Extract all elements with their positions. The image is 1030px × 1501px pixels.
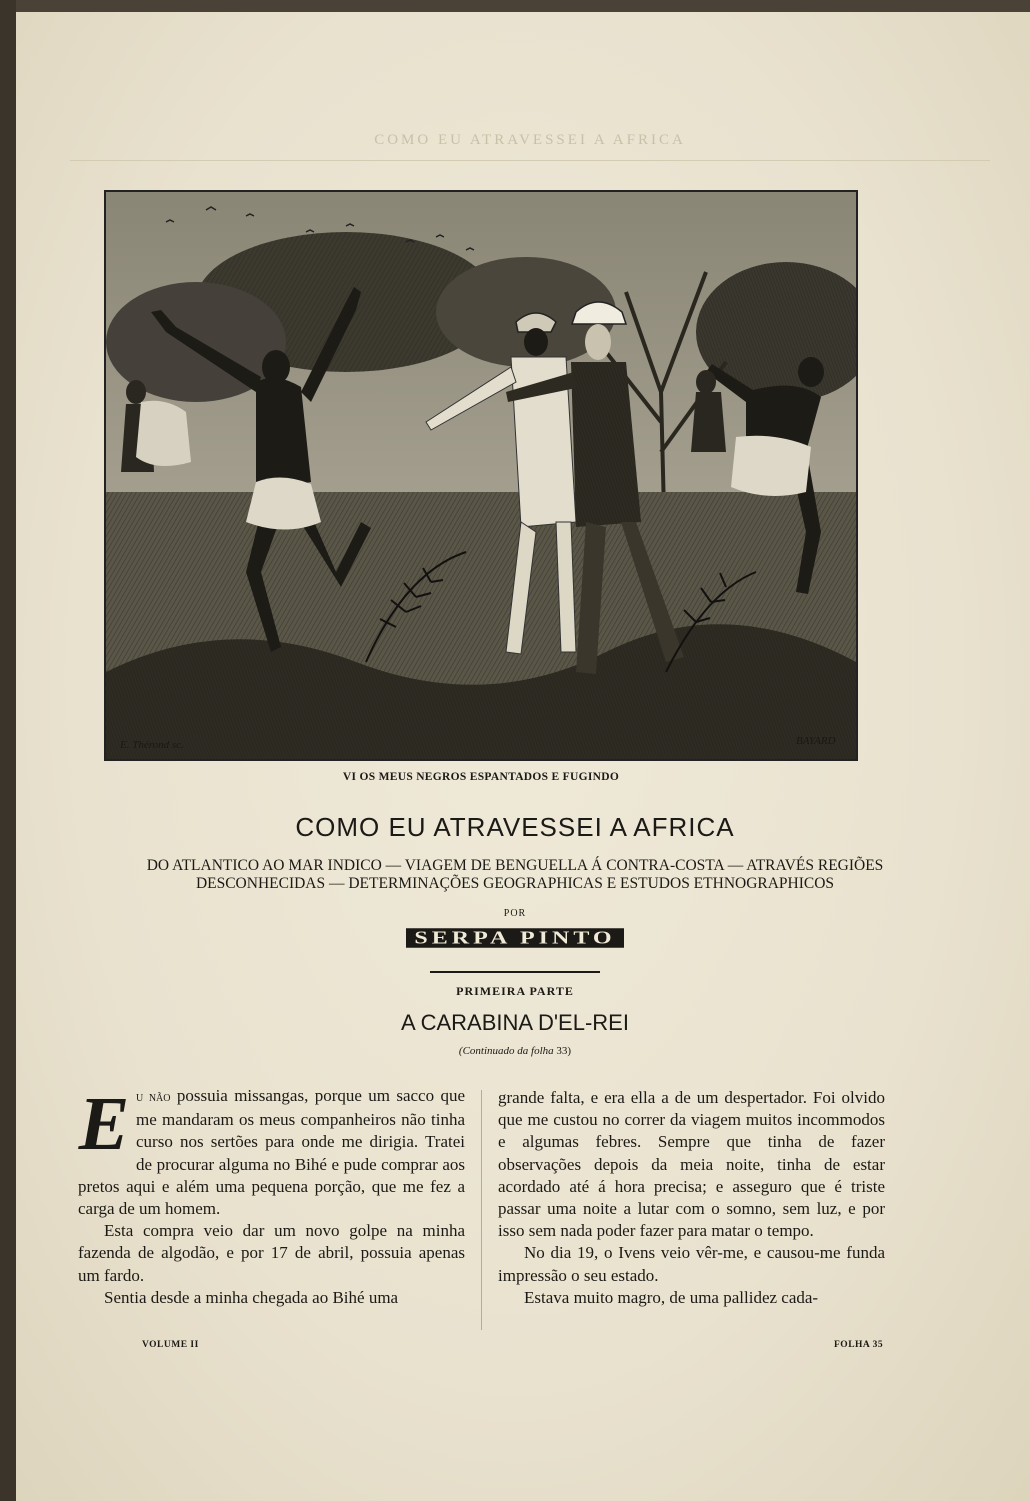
by-label: POR <box>503 908 527 919</box>
engraving-scene <box>106 192 856 759</box>
text-column-right <box>498 1087 885 1309</box>
paragraph-text: possuia missangas, porque um sacco que me mandaram os meus companheiros não tinha curso nos sertões para onde me dirigia. Tratei de procurar alguma no Bihé e pude comprar aos pretos aqui e além uma pequena porção, que me fez a carga de um homem. <box>78 1086 465 1219</box>
section-divider <box>430 971 600 973</box>
chapter-title: A CARABINA D'EL-REI <box>401 1010 629 1035</box>
continued-note-prefix: (Continuado da folha <box>458 1045 554 1057</box>
book-title: COMO EU ATRAVESSEI A AFRICA <box>295 812 735 842</box>
paragraph: Sentia desde a minha chegada ao Bihé uma <box>104 1287 399 1307</box>
paragraph: Estava muito magro, de uma pallidez cada- <box>524 1287 819 1307</box>
drop-cap: E <box>78 1082 130 1166</box>
continued-note-number: 33) <box>556 1045 572 1057</box>
page-edge-left <box>0 0 16 1501</box>
paragraph: Esta compra veio dar um novo golpe na minha fazenda de algodão, e por 17 de abril, possuia apenas um fardo. <box>78 1221 465 1285</box>
bleed-through-rule <box>70 160 990 161</box>
engraver-signature-right: BAYARD <box>796 735 836 747</box>
engraver-signature-left: E. Thérond sc. <box>120 739 184 751</box>
footer-sheet: FOLHA 35 <box>834 1340 884 1350</box>
part-heading: PRIMEIRA PARTE <box>456 984 574 998</box>
paragraph: No dia 19, o Ivens veio vêr-me, e causou-me funda impressão o seu estado. <box>498 1243 885 1285</box>
subtitle-line-2: DESCONHECIDAS — DETERMINAÇÕES GEOGRAPHICAS E ESTUDOS ETHNOGRAPHICOS <box>195 875 835 892</box>
subtitle-line-1: DO ATLANTICO AO MAR INDICO — VIAGEM DE BENGUELLA Á CONTRA-COSTA — ATRAVÉS REGIÕES <box>146 857 884 874</box>
footer-volume: VOLUME II <box>142 1340 199 1350</box>
paragraph-smallcaps: u não <box>136 1090 171 1105</box>
paragraph <box>78 1082 465 1220</box>
continued-note <box>60 1045 970 1057</box>
text-column-left <box>78 1082 465 1309</box>
figure-caption: VI OS MEUS NEGROS ESPANTADOS E FUGINDO <box>342 771 620 783</box>
author-name <box>60 925 970 952</box>
author-name-text: SERPA PINTO <box>406 928 623 948</box>
page-edge-top <box>0 0 1030 12</box>
bleed-through-header: COMO EU ATRAVESSEI A AFRICA <box>374 132 686 148</box>
column-divider <box>481 1090 482 1330</box>
engraving-illustration <box>104 190 858 761</box>
book-subtitle <box>70 857 960 893</box>
paragraph: grande falta, e era ella a de um despertador. Foi olvido que me custou no correr da viagem muitos incommodos e algumas febres. Sempre que tinha de fazer observações depois da meia noite, tinha de estar acordado até á hora precisa; e asseguro que é triste passar uma noite a lutar com o somno, sem luz, e por isso sem nada poder fazer para matar o tempo. <box>498 1088 885 1241</box>
